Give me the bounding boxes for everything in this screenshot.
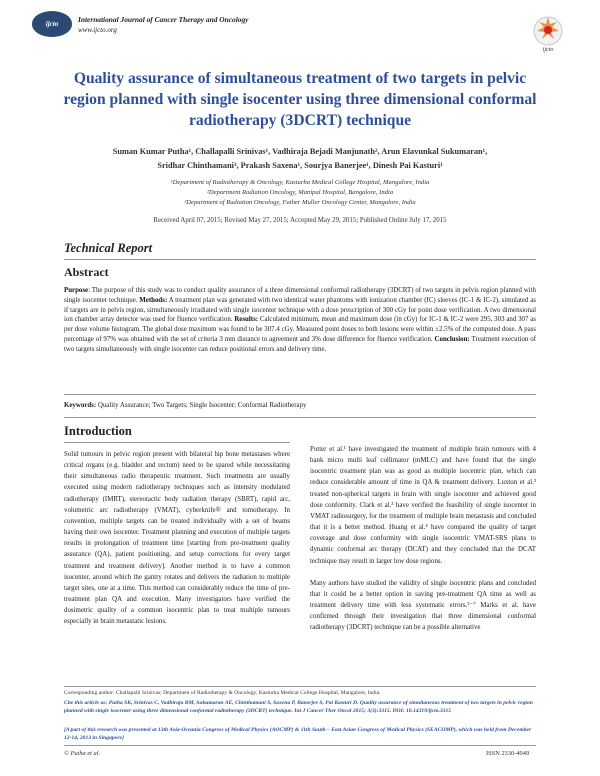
abstract-body [64, 286, 536, 355]
author-list [60, 145, 540, 173]
conclusion-label: Conclusion: [434, 335, 470, 343]
journal-logo-left [32, 11, 72, 37]
section-label: Technical Report [64, 241, 153, 255]
article-title: Quality assurance of simultaneous treatment of two targets in pelvic region planned with single isocenter using three dimensional conformal radiotherapy (3DCRT) technique [63, 70, 537, 129]
methods-label: Methods: [139, 296, 168, 304]
results-text: Calculated minimum, mean and maximum dose (in cGy) for IC-1 & IC-2 were 295, 303 and 307 as per dose volume histogram. The global dose maximum was found to be 307.4 cGy. Measured point doses to both lesions were within ±2.5% of the computed dose. A pass percentage of 97% was obtained with the set of criteria 3 mm distance to agreement and 3% dose difference for fluence verification. [64, 316, 536, 343]
logo-right-text: ijcto [542, 47, 554, 53]
copyright: © Putha et al. [64, 750, 101, 757]
intro-right-column [310, 444, 536, 634]
divider-intro [64, 442, 290, 443]
presentation-note: [A part of this research was presented at 13th Asia-Oceania Congress of Medical Physics (AOCMP) & 11th South – East Asian Congress of Medical Physics (SEACOMP), which was held from December 12-14, 2013 in Singapore] [64, 727, 532, 742]
intro-right-paragraph-1: Potter et al.¹ have investigated the treatment of multiple brain tumours with 4 bank micro multi leaf collimator (mMLC) and have found that the single isocentric treatment plan was as good as multiple isocentric plan, which can reduce considerable amount of time in QA & treatment delivery. Luxton et al.² treated non-spherical targets in brain with single isocenter and achieved good dose conformity. Clark et al.³ have verified the feasibility of single isocenter in VMAT radiosurgery, for the treatment of multiple brain metastasis and concluded that it is a better method. Huang et al.⁴ have compared the quality of target coverage and dose conformity with single isocentric VMAT-SRS plans to dynamic conformal arc therapy (DCAT) and they concluded that the DCAT technique may result in larger low dose regions. [310, 446, 536, 565]
journal-name: International Journal of Cancer Therapy and Oncology [78, 15, 249, 24]
divider-top [64, 259, 536, 260]
issn: ISSN 2330-4049 [486, 750, 530, 757]
divider-footnotes [64, 686, 536, 687]
results-label: Results: [234, 316, 259, 324]
intro-right-paragraph-2: Many authors have studied the validity of single isocentric plans and concluded that it could be a better option in saving pre-treatment QA time as well as treatment delivery time with less systematic errors.⁵⁻⁷ Marks et al. have confirmed through their investigation that three dimensional conformal radiotherapy (3DCRT) technique can be a possible alternative [310, 579, 536, 632]
divider-keywords [64, 417, 536, 418]
citation-text: Putha SK, Srinivas C, Vadhiraja BM, Sukumaran AE, Chinthamani S, Saxena P, Banerjee S, Pai Kasturi D. Quality assurance of simultaneous treatment of two targets in pelvic region planned with single isocenter using three dimensional conformal radiotherapy (3DCRT) technique. Int J Cancer Ther Oncol 2015; 3(3):3315. DOI: 10.14319/ijcto.3315 [64, 700, 533, 715]
divider-abstract [64, 394, 536, 395]
intro-left-paragraph-1: Solid tumours in pelvic region present with bilateral hip bone metastases where critical organs (e.g. bladder and rectum) need to be spared while necessitating their simultaneous radio therapeutic treatment. Such treatments are usually executed using modern radiotherapy techniques such as intensity modulated radiotherapy (IMRT), stereotactic body radiation therapy (SBRT), rapid arc, volumetric arc radiotherapy (VMAT), cyberknife® and tomotherapy. In convention, multiple targets can be treated individually with a set of beams having their own isocenter. Treatment planning and execution of multiple targets results in prolongation of treatment time [starting from pre-treatment quality assurance (QA), patient positioning, and setup corrections for every target treatment and treatment delivery]. Another method is to have a common isocenter, around which the gantry rotates and delivers the radiation to multiple target sites, one at a time. This method can considerably reduce the time of pre-treatment plan QA and execution. Many investigators have verified the dosimetric quality of a common isocentric plan to treat multiple tumours especially in brain metastatic lesions. [64, 451, 290, 626]
divider-bottom [64, 745, 536, 746]
keywords-text: Quality Assurance; Two Targets; Single Isocenter; Conformal Radiotherapy [96, 402, 307, 409]
conclusion-text: Treatment execution of two targets simultaneously with single isocenter can reduce positional errors and delivery time. [64, 335, 536, 353]
keywords-label: Keywords: [64, 402, 97, 409]
affiliation-1: ¹Department of Radiotherapy & Oncology, Kasturba Medical College Hospital, Mangalore, India [170, 179, 430, 186]
purpose-label: Purpose [64, 287, 89, 294]
received-dates: Received April 07, 2015; Revised May 27, 2015; Accepted May 29, 2015; Published Online July 17, 2015 [153, 217, 447, 224]
journal-logo-right [529, 14, 567, 54]
intro-left-column [64, 449, 290, 628]
citation-label: Cite this article as: [64, 700, 108, 706]
affiliation-3: ³Department of Radiation Oncology, Father Muller Oncology Center, Mangalore, India [184, 199, 416, 206]
purpose-text: : The purpose of this study was to conduct quality assurance of a three dimensional conformal radiotherapy (3DCRT) of two targets in pelvis region planned with single isocenter technique. [64, 287, 536, 304]
corresponding-author: Corresponding author: Challapalli Srinivas; Department of Radiotherapy & Oncology, Kasturba Medical College Hospital, Mangalore, India. [64, 690, 381, 696]
keywords [64, 402, 306, 409]
citation [64, 699, 536, 716]
methods-text: A treatment plan was generated with two identical water phantoms with ionization chamber (IC) sleeves (IC-1 & IC-2), simulated as if targets are in pelvis region, simultaneously irradiated with single isocenter technique with a dose prescription of 300 cGy for point dose verification. A two dimensional ion chamber array detector was used for fluence verification. [64, 296, 536, 324]
author-line-2: Sridhar Chinthamani³, Prakash Saxena¹, Sourjya Banerjee¹, Dinesh Pai Kasturi¹ [157, 161, 443, 170]
author-line-1: Suman Kumar Putha¹, Challapalli Srinivas¹, Vadhiraja Bejadi Manjunath², Arun Elavunkal Sukumaran¹, [112, 147, 488, 156]
abstract-heading: Abstract [64, 265, 109, 279]
logo-left-text: ijcto [45, 20, 59, 28]
journal-url[interactable]: www.ijcto.org [78, 26, 117, 34]
introduction-heading: Introduction [64, 424, 132, 438]
affiliation-list [60, 178, 540, 208]
affiliation-2: ²Department Radiation Oncology, Manipal Hospital, Bangalore, India [206, 189, 394, 196]
